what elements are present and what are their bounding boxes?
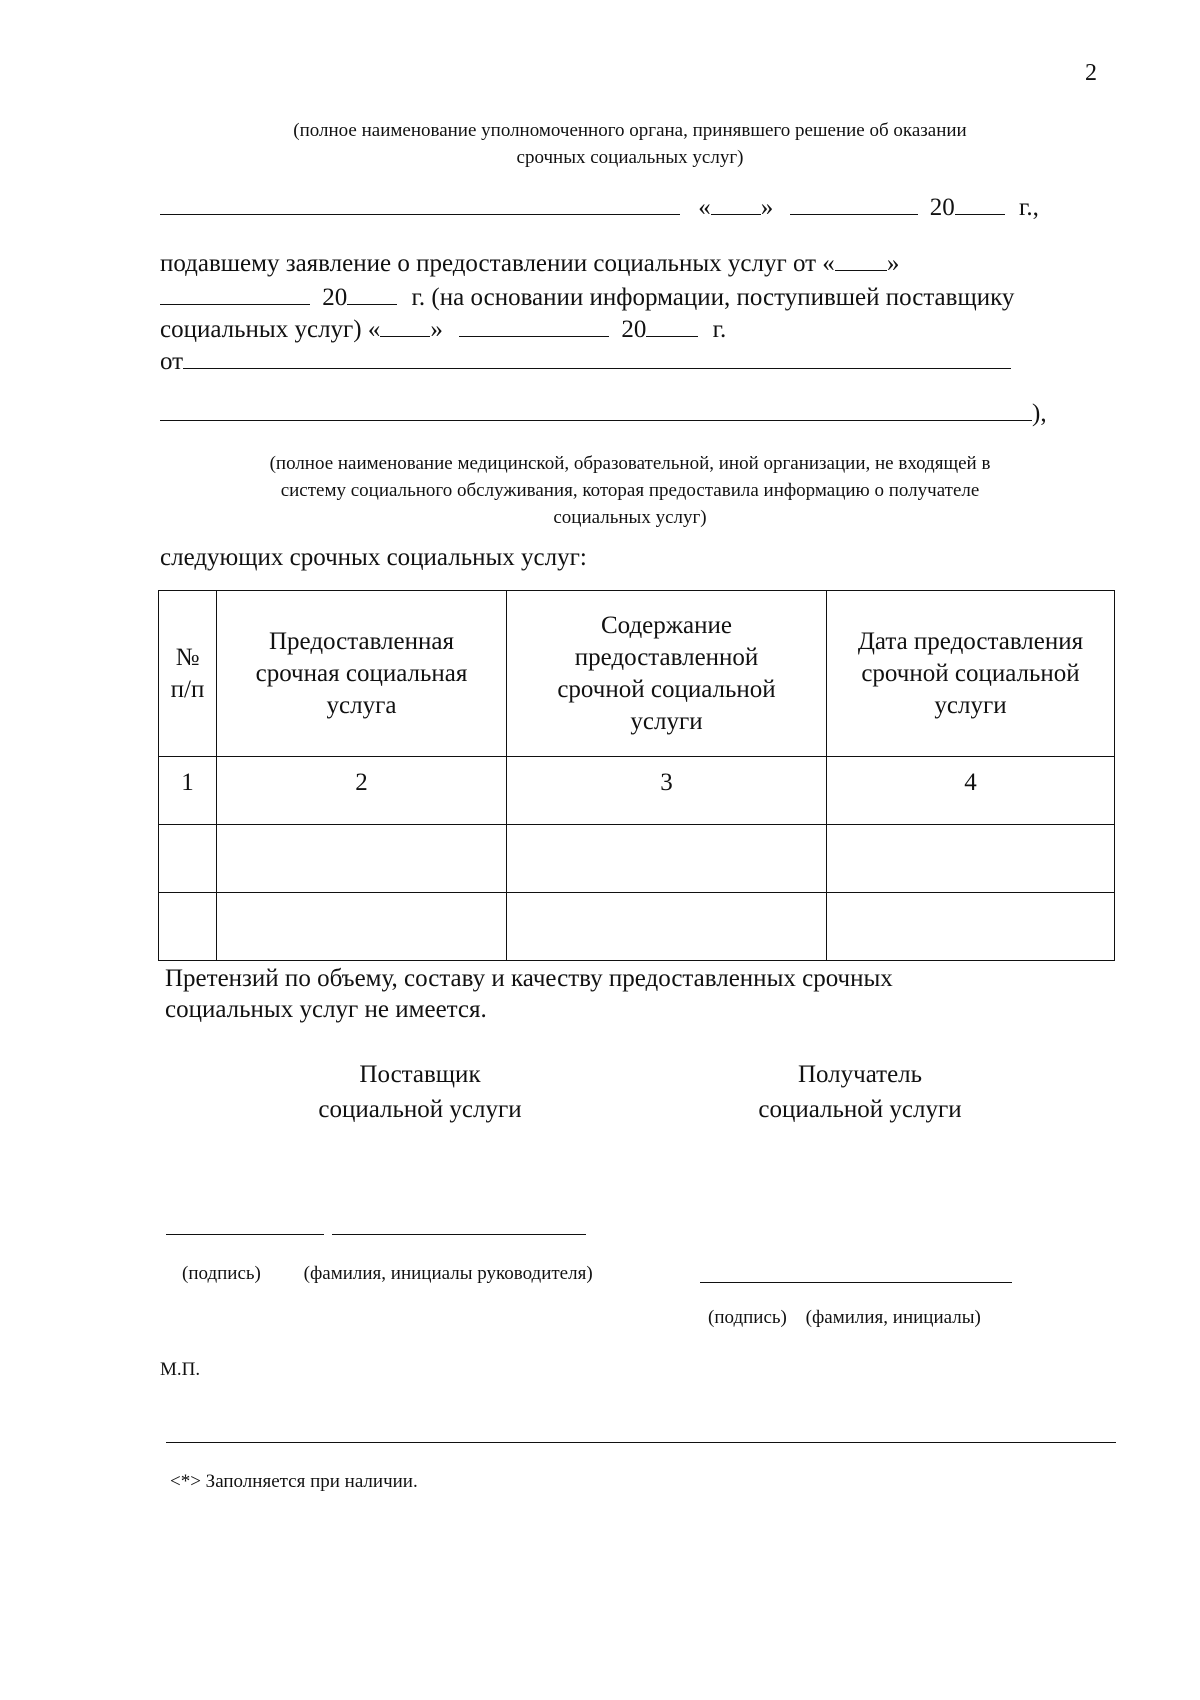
closing-paren: ),: [1032, 400, 1047, 427]
recipient-signature-label: (подпись): [708, 1307, 787, 1328]
application-year-prefix: 20: [322, 284, 348, 311]
close-quote: »: [760, 194, 774, 221]
column-number-1: 1: [159, 757, 217, 825]
provider-signature-caption: [182, 1262, 593, 1286]
footnote-text: <*> Заполняется при наличии.: [170, 1471, 418, 1492]
table-cell[interactable]: [827, 893, 1115, 961]
table-cell[interactable]: [827, 825, 1115, 893]
statement-text-1: подавшему заявление о предоставлении социальных услуг от «: [160, 250, 835, 277]
statement-line-2: [160, 282, 1014, 313]
statement-line-4: [160, 346, 1011, 377]
recipient-label: [710, 1057, 1010, 1127]
table-cell[interactable]: [217, 893, 507, 961]
services-table: [158, 590, 1115, 961]
header-service-line-2: срочная социальная: [255, 659, 468, 687]
application-month-field[interactable]: [160, 282, 310, 305]
header-date-line-1: Дата предоставления: [857, 627, 1084, 655]
authority-caption-line-2: срочных социальных услуг): [516, 147, 744, 168]
decision-year-prefix: 20: [929, 194, 955, 221]
header-service: [217, 591, 507, 757]
open-quote: «: [698, 194, 711, 221]
table-cell[interactable]: [159, 893, 217, 961]
header-service-line-3: услуга: [326, 691, 397, 719]
decision-day-field[interactable]: [711, 192, 761, 215]
footnote-separator: [166, 1442, 1116, 1443]
recipient-signature-line[interactable]: [700, 1282, 1012, 1283]
organization-caption-line-1: (полное наименование медицинской, образовательной, иной организации, не входящей в: [269, 453, 991, 474]
table-cell[interactable]: [217, 825, 507, 893]
table-header-row: [159, 591, 1115, 757]
decision-month-field[interactable]: [790, 192, 918, 215]
provider-label-line-1: Поставщик: [359, 1061, 481, 1088]
page-number: 2: [1085, 60, 1097, 86]
organization-caption-line-3: социальных услуг): [553, 507, 707, 528]
authority-caption: [150, 117, 1110, 171]
header-number: [159, 591, 217, 757]
statement-line-5: [160, 398, 1047, 429]
decision-year-suffix: г.,: [1019, 194, 1039, 221]
header-service-line-1: Предоставленная: [269, 627, 454, 655]
provider-signature-line[interactable]: [166, 1234, 324, 1235]
table-cell[interactable]: [159, 825, 217, 893]
provider-name-line[interactable]: [332, 1234, 586, 1235]
no-claims-statement: [165, 963, 893, 1025]
application-day-field[interactable]: [835, 248, 887, 271]
info-year-prefix: 20: [621, 316, 647, 343]
table-cell[interactable]: [507, 893, 827, 961]
statement-text-2: г. (на основании информации, поступившей поставщику: [411, 284, 1015, 311]
header-content-line-3: срочной социальной: [557, 675, 776, 703]
organization-caption: [150, 450, 1110, 531]
header-date-line-2: срочной социальной: [861, 659, 1080, 687]
provider-label: [270, 1057, 570, 1127]
column-number-2: 2: [217, 757, 507, 825]
table-numbering-row: [159, 757, 1115, 825]
table-cell[interactable]: [507, 825, 827, 893]
authority-caption-line-1: (полное наименование уполномоченного органа, принявшего решение об оказании: [293, 120, 967, 141]
from-label: от: [160, 348, 184, 375]
services-intro: следующих срочных социальных услуг:: [160, 544, 587, 571]
statement-line-1: [160, 248, 899, 279]
provider-label-line-2: социальной услуги: [318, 1096, 522, 1123]
application-year-field[interactable]: [347, 282, 397, 305]
authority-name-field[interactable]: [160, 192, 680, 215]
decision-year-field[interactable]: [955, 192, 1005, 215]
header-content-line-1: Содержание: [601, 611, 732, 639]
no-claims-line-1: Претензий по объему, составу и качеству предоставленных срочных: [165, 965, 893, 992]
statement-close-quote-1: »: [886, 250, 900, 277]
organization-name-field-1[interactable]: [183, 346, 1011, 369]
decision-date-line: [160, 192, 1039, 223]
header-date-line-3: услуги: [934, 691, 1007, 719]
header-content: [507, 591, 827, 757]
organization-name-field-2[interactable]: [160, 398, 1032, 421]
recipient-name-label: (фамилия, инициалы): [805, 1307, 981, 1328]
statement-text-3: социальных услуг) «: [160, 316, 381, 343]
no-claims-line-2: социальных услуг не имеется.: [165, 996, 487, 1023]
statement-line-3: [160, 314, 726, 345]
column-number-3: 3: [507, 757, 827, 825]
recipient-label-line-1: Получатель: [797, 1061, 923, 1088]
header-number-line-2: п/п: [170, 675, 205, 703]
recipient-signature-caption: [708, 1306, 981, 1330]
recipient-label-line-2: социальной услуги: [758, 1096, 962, 1123]
provider-name-label: (фамилия, инициалы руководителя): [303, 1263, 593, 1284]
info-year-field[interactable]: [646, 314, 698, 337]
header-content-line-2: предоставленной: [574, 643, 759, 671]
header-content-line-4: услуги: [630, 707, 703, 735]
table-row: [159, 893, 1115, 961]
info-month-field[interactable]: [459, 314, 609, 337]
organization-caption-line-2: систему социального обслуживания, которая предоставила информацию о получателе: [280, 480, 980, 501]
info-year-suffix: г.: [712, 316, 727, 343]
info-day-field[interactable]: [380, 314, 430, 337]
statement-close-quote-3: »: [430, 316, 443, 343]
header-date: [827, 591, 1115, 757]
provider-signature-label: (подпись): [182, 1263, 261, 1284]
header-number-line-1: №: [175, 643, 200, 671]
stamp-label: М.П.: [160, 1359, 201, 1380]
table-row: [159, 825, 1115, 893]
column-number-4: 4: [827, 757, 1115, 825]
